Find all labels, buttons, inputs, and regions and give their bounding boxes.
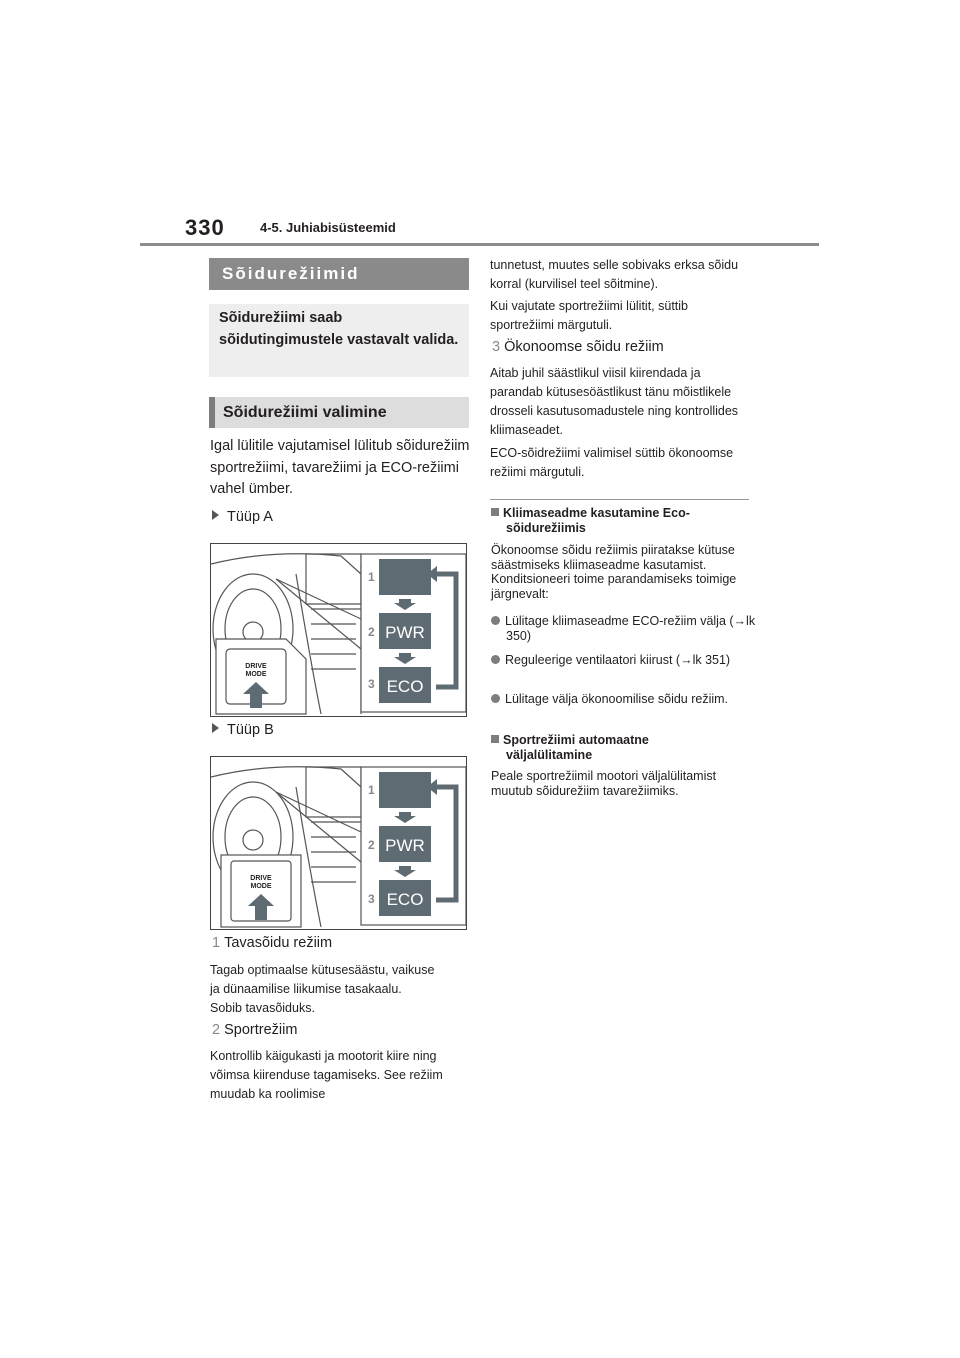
note-2-title-text: Sportrežiimi automaatne väljalülitamine xyxy=(503,733,649,762)
note-divider xyxy=(490,499,749,500)
button-label-top: DRIVE xyxy=(245,663,267,670)
eco-label: ECO xyxy=(386,677,424,696)
intro-paragraph: Igal lülitile vajutamisel lülitub sõidurežiim sportrežiimi, tavarežiimi ja ECO-režiimi vahel ümber. xyxy=(210,438,470,497)
type-b-text: Tüüp B xyxy=(227,722,274,738)
step-3-number: 3 xyxy=(368,892,375,906)
item-1-heading xyxy=(212,935,332,951)
figure-type-a xyxy=(210,543,467,717)
page-number: 330 xyxy=(185,215,225,240)
subheading: Sõidurežiimi valimine xyxy=(209,397,469,428)
pwr-label: PWR xyxy=(385,623,425,642)
circle-bullet-icon xyxy=(491,694,500,703)
continued-text-2: Kui vajutate sportrežiimi lülitit, süttib sportrežiimi märgutuli. xyxy=(490,299,688,332)
type-b-label xyxy=(212,722,274,738)
item-1-title: Tavasõidu režiim xyxy=(224,935,333,951)
header-rule xyxy=(140,243,819,246)
step-1-number: 1 xyxy=(368,783,375,797)
circle-bullet-icon xyxy=(491,655,500,664)
type-a-label xyxy=(212,509,273,525)
figure-type-b xyxy=(210,756,467,930)
item-1-number: 1 xyxy=(212,935,221,951)
note-2-text: Peale sportrežiimil mootori väljalülitamist muutub sõidurežiim tavarežiimiks. xyxy=(491,769,717,798)
item-3-title: Ökonoomse sõidu režiim xyxy=(504,339,664,355)
triangle-bullet-icon xyxy=(212,723,219,733)
chapter-banner: Sõidurežiimid xyxy=(209,258,469,290)
note-1-title-text: Kliimaseadme kasutamine Eco-sõidurežiimis xyxy=(503,506,690,535)
item-2-title: Sportrežiim xyxy=(224,1022,298,1038)
type-a-text: Tüüp A xyxy=(227,509,273,525)
item-2-heading xyxy=(212,1022,297,1038)
normal-mode-box xyxy=(379,559,431,595)
step-2-number: 2 xyxy=(368,625,375,639)
intro-box: Sõidurežiimi saab sõidutingimustele vastavalt valida. xyxy=(209,304,469,377)
circle-bullet-icon xyxy=(491,616,500,625)
item-2-text: Kontrollib käigukasti ja mootorit kiire ning võimsa kiirenduse tagamiseks. See režiim muudab ka roolimise xyxy=(210,1049,443,1101)
square-bullet-icon xyxy=(491,508,499,516)
bullet-1-text: Lülitage kliimaseadme ECO-režiim välja (→lk 350) xyxy=(505,614,756,643)
bullet-1 xyxy=(491,614,756,643)
note-1-text: Ökonoomse sõidu režiimis piiratakse kütuse säästmiseks kliimaseadme kasutamist. Konditsioneeri toime parandamiseks toimige järgnevalt: xyxy=(491,543,737,601)
bullet-2-text: Reguleerige ventilaatori kiirust (→lk 351) xyxy=(505,653,731,667)
note-1-title xyxy=(491,506,756,535)
square-bullet-icon xyxy=(491,735,499,743)
step-3-number: 3 xyxy=(368,677,375,691)
step-1-number: 1 xyxy=(368,570,375,584)
step-2-number: 2 xyxy=(368,838,375,852)
drive-mode-illustration-b xyxy=(211,757,467,930)
bullet-3 xyxy=(491,692,756,707)
item-3-number: 3 xyxy=(492,339,501,355)
triangle-bullet-icon xyxy=(212,510,219,520)
continued-text-1: tunnetust, muutes selle sobivaks erksa sõidu korral (kurvilisel teel sõitmine). xyxy=(490,258,739,291)
section-title: 4-5. Juhiabisüsteemid xyxy=(260,220,396,235)
note-2-title xyxy=(491,733,706,762)
button-label-top: DRIVE xyxy=(250,875,272,882)
item-3-heading xyxy=(492,339,664,355)
drive-mode-illustration-a xyxy=(211,544,467,717)
eco-label: ECO xyxy=(386,890,424,909)
bullet-3-text: Lülitage välja ökonoomilise sõidu režiim. xyxy=(505,692,729,706)
button-label-bottom: MODE xyxy=(250,883,272,890)
bullet-2 xyxy=(491,653,756,668)
button-label-bottom: MODE xyxy=(245,671,267,678)
item-1-text: Tagab optimaalse kütusesäästu, vaikuse ja dünaamilise liikumise tasakaalu. Sobib tavasõiduks. xyxy=(210,963,435,1015)
item-3-text-2: ECO-sõidrežiimi valimisel süttib ökonoomse režiimi märgutuli. xyxy=(490,446,734,479)
item-2-number: 2 xyxy=(212,1022,221,1038)
pwr-label: PWR xyxy=(385,836,425,855)
item-3-text: Aitab juhil säästlikul viisil kiirendada ja parandab kütusesöästlikust tänu mõistlikele drosseli kasutusomadustele ning kontrollides kliimaseadet. xyxy=(490,366,739,437)
normal-mode-box xyxy=(379,772,431,808)
